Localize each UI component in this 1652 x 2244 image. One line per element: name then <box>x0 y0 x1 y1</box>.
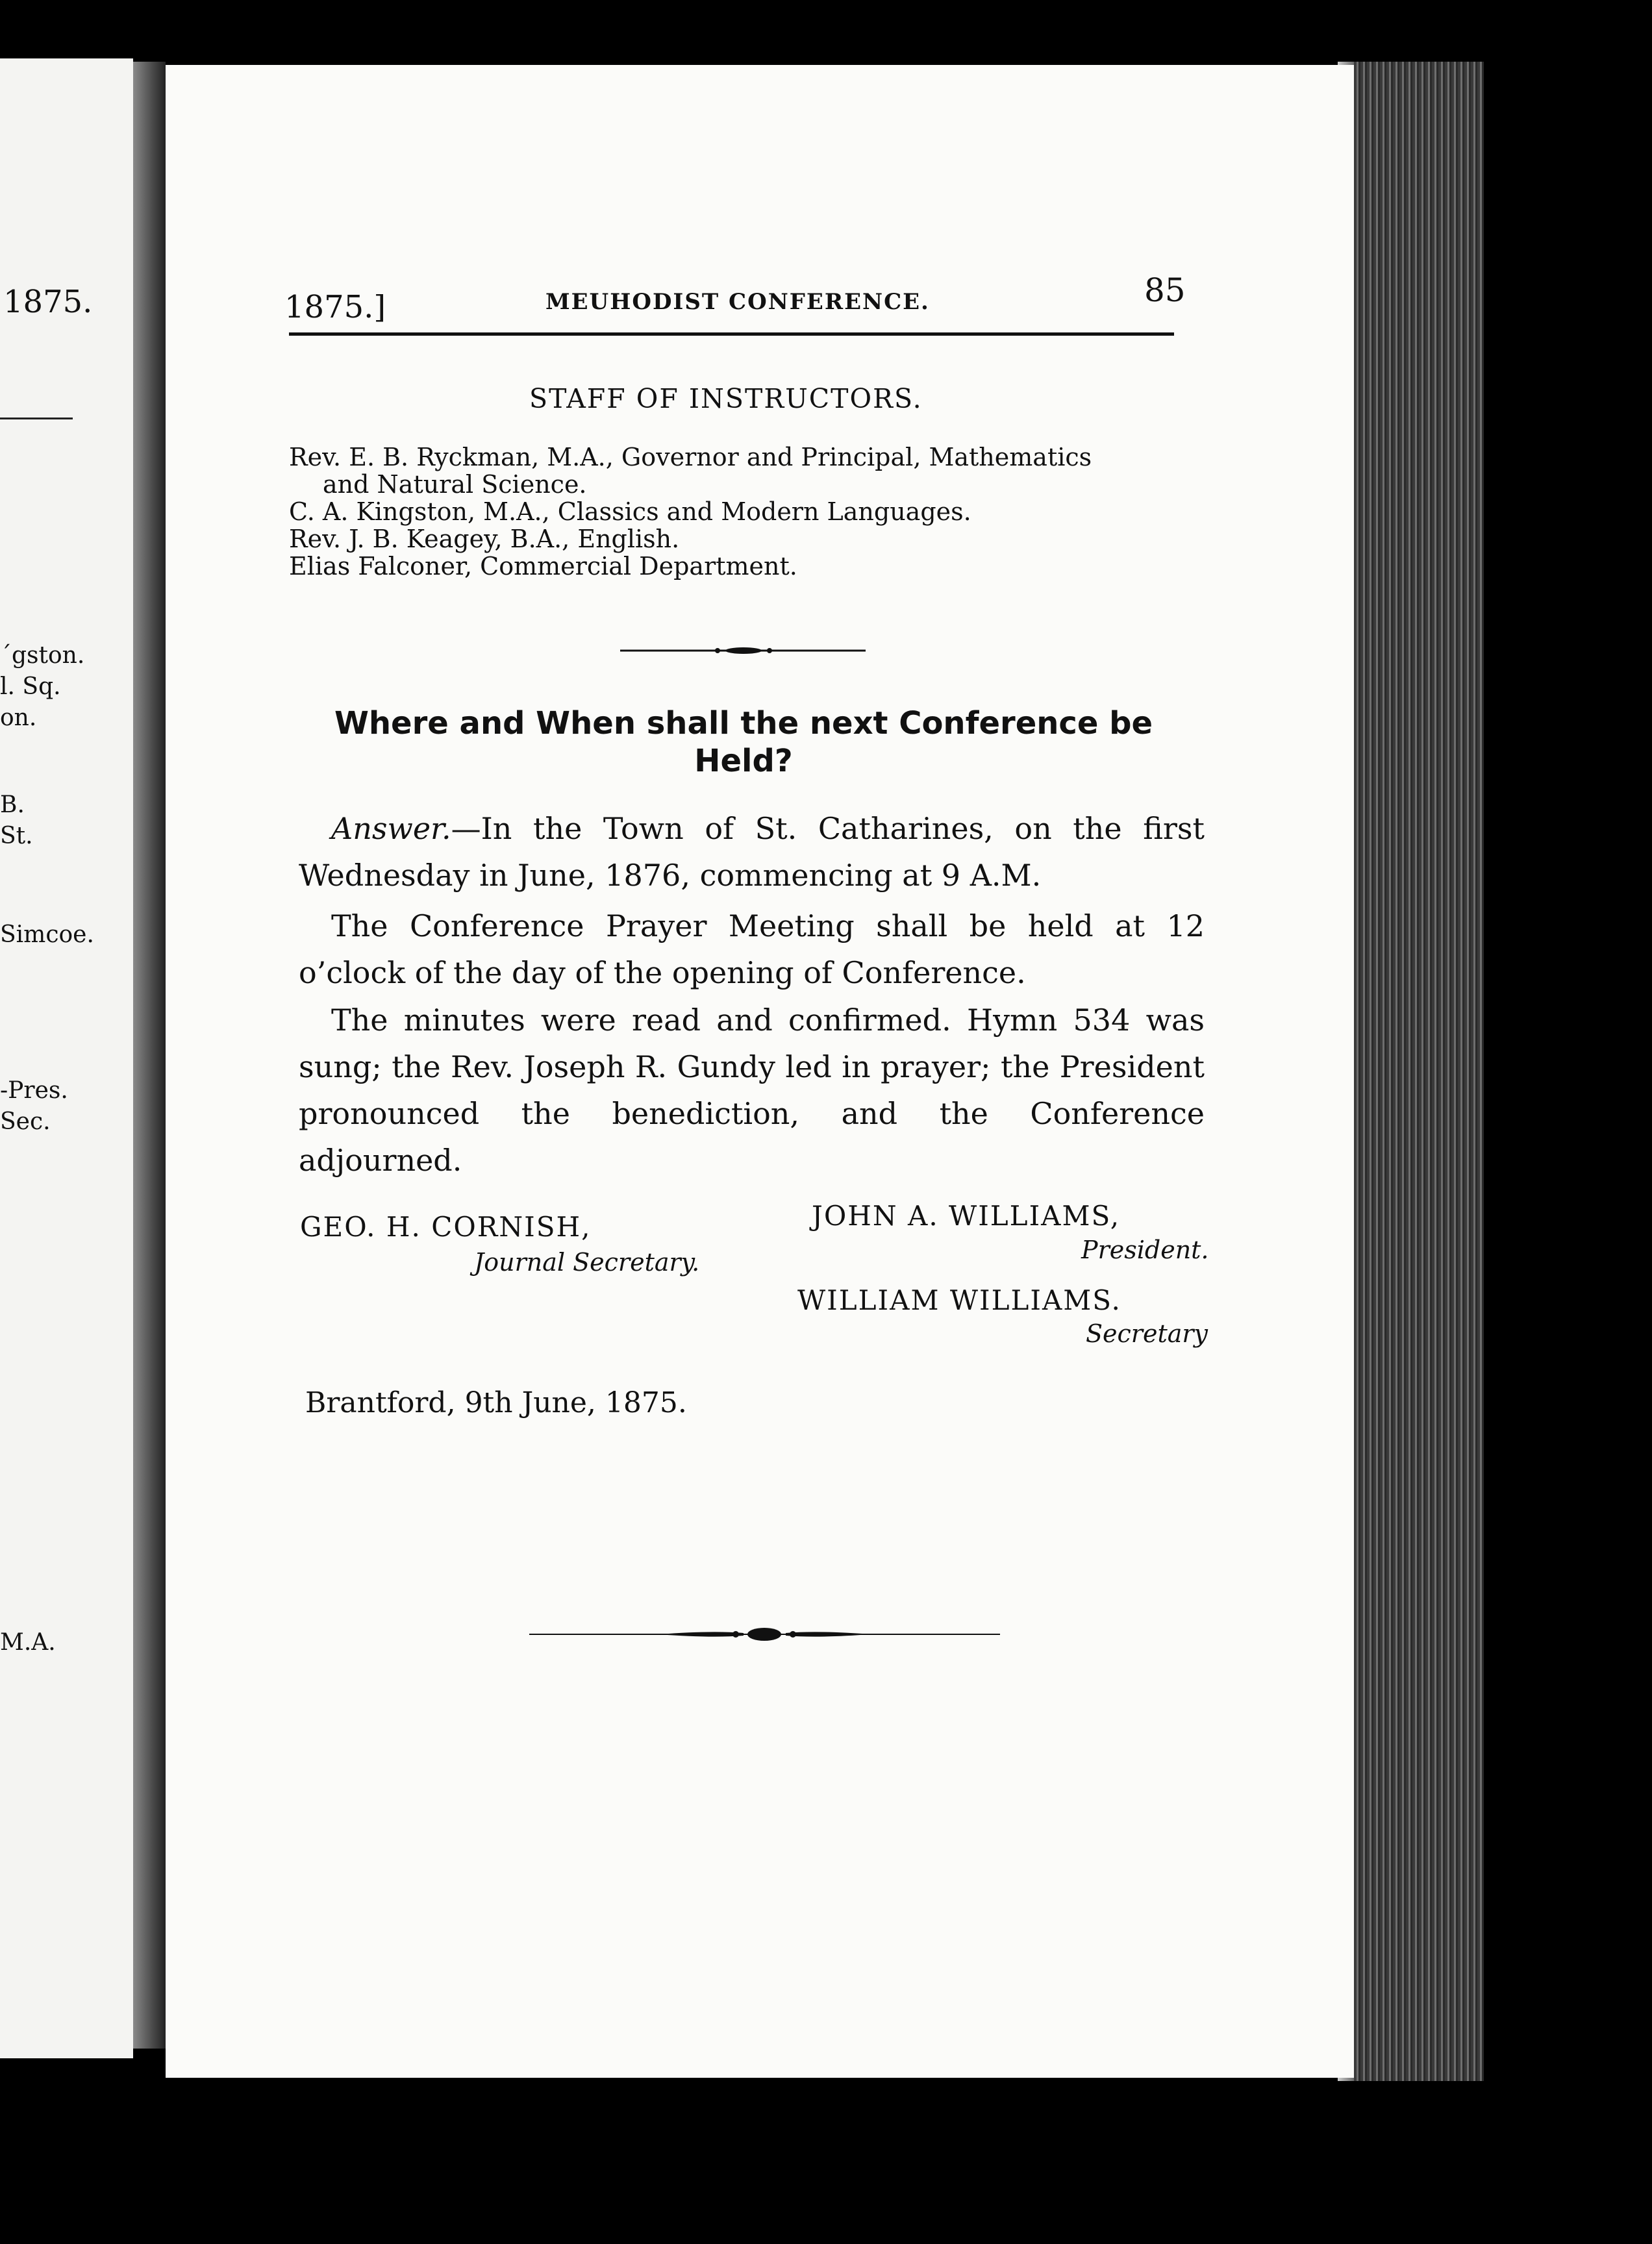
page-stack-edge <box>1354 62 1484 2081</box>
page-number: 85 <box>1144 271 1186 309</box>
conference-question-heading: Where and When shall the next Conference be Held? <box>334 705 1153 779</box>
prayer-meeting-text: The Conference Prayer Meeting shall be held at 12 o’clock of the day of the opening of Conference. <box>299 908 1205 990</box>
closing-paragraph <box>299 997 1205 1184</box>
answer-time: A.M. <box>970 858 1042 893</box>
president-name: JOHN A. WILLIAMS, <box>812 1200 1121 1232</box>
fragment-line: on. <box>0 704 37 731</box>
answer-text: —In the Town of St. Catharines, on the first Wednesday in June, 1876, commencing at 9 <box>299 811 1205 893</box>
previous-page-year: 1875. <box>3 284 93 320</box>
prayer-meeting-paragraph <box>299 903 1205 996</box>
staff-line: Rev. J. B. Keagey, B.A., English. <box>289 525 680 553</box>
fragment-line: Simcoe. <box>0 921 94 948</box>
fragment-line: Sec. <box>0 1108 51 1135</box>
ornamental-divider <box>620 646 866 655</box>
answer-label: Answer. <box>331 811 451 846</box>
fragment-line: M.A. <box>0 1629 56 1656</box>
president-role: President. <box>1081 1236 1209 1264</box>
ornamental-tailpiece <box>529 1627 1000 1642</box>
running-head-year: 1875.] <box>284 289 386 325</box>
answer-paragraph <box>299 805 1205 899</box>
previous-page-fragment <box>0 58 133 2058</box>
staff-line: Elias Falconer, Commercial Department. <box>289 552 797 580</box>
staff-line: and Natural Science. <box>323 470 587 499</box>
fragment-line: B. <box>0 792 25 818</box>
running-head-rule <box>289 332 1174 336</box>
fragment-line: St. <box>0 823 33 849</box>
secretary-name: WILLIAM WILLIAMS. <box>797 1284 1121 1316</box>
dateline: Brantford, 9th June, 1875. <box>305 1386 687 1419</box>
running-head-title: MEUHODIST CONFERENCE. <box>545 289 930 315</box>
fragment-line: ´gston. <box>0 642 85 669</box>
journal-secretary-name: GEO. H. CORNISH, <box>300 1211 592 1243</box>
staff-line: Rev. E. B. Ryckman, M.A., Governor and Principal, Mathematics <box>289 443 1092 471</box>
book-gutter <box>133 62 166 2049</box>
fragment-line: l. Sq. <box>0 673 61 700</box>
journal-secretary-role: Journal Secretary. <box>474 1248 700 1277</box>
staff-line: C. A. Kingston, M.A., Classics and Modern Languages. <box>289 497 971 526</box>
fragment-line: -Pres. <box>0 1077 68 1104</box>
closing-text: The minutes were read and confirmed. Hymn 534 was sung; the Rev. Joseph R. Gundy led in prayer; the President pronounced the benediction, and the Conference adjourned. <box>299 1003 1205 1178</box>
staff-heading: STAFF OF INSTRUCTORS. <box>529 383 923 414</box>
secretary-role: Secretary <box>1086 1319 1208 1348</box>
previous-page-rule <box>0 418 73 419</box>
